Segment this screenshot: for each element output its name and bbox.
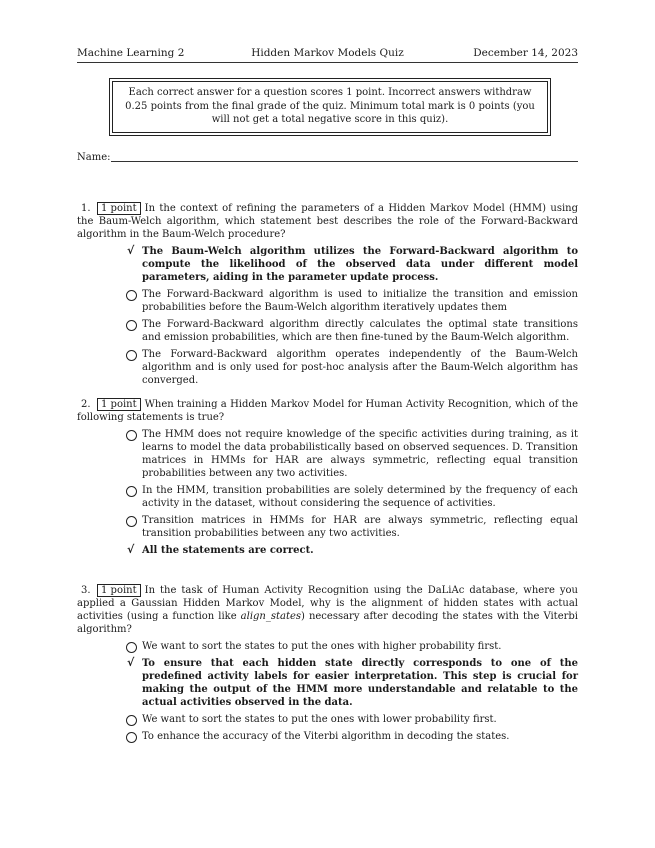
scoring-notice-box xyxy=(109,78,551,136)
question-text: When training a Hidden Markov Model for Human Activity Recognition, which of the following statements is true? xyxy=(77,399,578,423)
option-text: The Forward-Backward algorithm operates independently of the Baum-Welch algorithm and is only used for post-hoc analysis after the Baum-Welch algorithm has converged. xyxy=(142,349,578,386)
question-number: 2. xyxy=(81,399,91,410)
question-1 xyxy=(77,202,578,391)
question-2 xyxy=(77,398,578,561)
option-text: All the statements are correct. xyxy=(142,545,314,556)
options-list xyxy=(77,245,578,387)
radio-icon[interactable] xyxy=(126,429,138,441)
option-correct[interactable] xyxy=(127,656,578,709)
option[interactable] xyxy=(142,288,578,314)
radio-icon[interactable] xyxy=(126,731,138,743)
option[interactable] xyxy=(142,318,578,344)
checkmark-icon: √ xyxy=(127,656,135,669)
radio-icon[interactable] xyxy=(126,349,138,361)
radio-icon[interactable] xyxy=(126,289,138,301)
page-header xyxy=(77,47,578,61)
question-text-after: ) necessary after decoding the states with the Viterbi algorithm? xyxy=(77,611,578,635)
option[interactable] xyxy=(142,514,578,540)
question-number: 3. xyxy=(81,585,91,596)
option[interactable] xyxy=(142,348,578,387)
option-text: To enhance the accuracy of the Viterbi algorithm in decoding the states. xyxy=(142,731,510,742)
option-correct[interactable] xyxy=(127,244,578,284)
option-text: We want to sort the states to put the ones with higher probability first. xyxy=(142,641,502,652)
radio-icon[interactable] xyxy=(126,515,138,527)
radio-icon[interactable] xyxy=(126,714,138,726)
points-badge: 1 point xyxy=(97,202,141,215)
option-text: The HMM does not require knowledge of the specific activities during training, as it learns to model the data probabilistically based on observed sequences. D. Transition matrices in HMMs for HAR are always symmetric, reflecting equal transition probabilities between any two activities. xyxy=(142,429,578,479)
question-2-stem xyxy=(77,398,578,424)
options-list xyxy=(77,428,578,557)
radio-icon[interactable] xyxy=(126,319,138,331)
question-text-before: In the task of Human Activity Recognition using the DaLiAc database, where you applied a Gaussian Hidden Markov Model, why is the alignment of hidden states with actual activities (using a function like xyxy=(77,585,578,622)
option-text: The Forward-Backward algorithm is used to initialize the transition and emission probabilities before the Baum-Welch algorithm iteratively updates them xyxy=(142,289,578,313)
option-text: To ensure that each hidden state directly corresponds to one of the predefined activity labels for easier interpretation. This step is crucial for making the output of the HMM more understandable and relatable to the actual activities observed in the data. xyxy=(142,658,578,708)
question-number: 1. xyxy=(81,203,91,214)
function-name: align_states xyxy=(240,611,302,622)
checkmark-icon: √ xyxy=(127,543,135,556)
option[interactable] xyxy=(142,640,578,653)
option[interactable] xyxy=(142,484,578,510)
header-rule xyxy=(77,62,578,63)
option-text: We want to sort the states to put the ones with lower probability first. xyxy=(142,714,497,725)
option[interactable] xyxy=(142,713,578,726)
scoring-notice-text: Each correct answer for a question scores 1 point. Incorrect answers withdraw 0.25 points from the final grade of the quiz. Minimum total mark is 0 points (you will not get a total negative score in this quiz). xyxy=(112,81,548,133)
quiz-date: December 14, 2023 xyxy=(473,47,578,59)
option-correct[interactable] xyxy=(127,543,578,557)
options-list xyxy=(77,640,578,743)
checkmark-icon: √ xyxy=(127,244,135,257)
option-text: The Forward-Backward algorithm directly calculates the optimal state transitions and emission probabilities, which are then fine-tuned by the Baum-Welch algorithm. xyxy=(142,319,578,343)
course-name: Machine Learning 2 xyxy=(77,47,185,59)
option[interactable] xyxy=(142,730,578,743)
radio-icon[interactable] xyxy=(126,485,138,497)
question-text: In the context of refining the parameters of a Hidden Markov Model (HMM) using the Baum-Welch algorithm, which statement best describes the role of the Forward-Backward algorithm in the Baum-Welch procedure? xyxy=(77,203,578,240)
name-field-row xyxy=(77,152,578,164)
option-text: In the HMM, transition probabilities are solely determined by the frequency of each activity in the dataset, without considering the sequence of activities. xyxy=(142,485,578,509)
points-badge: 1 point xyxy=(97,584,141,597)
option-text: The Baum-Welch algorithm utilizes the Forward-Backward algorithm to compute the likelihood of the observed data under different model parameters, aiding in the parameter update process. xyxy=(142,246,578,283)
question-1-stem xyxy=(77,202,578,241)
question-3-stem xyxy=(77,584,578,636)
option[interactable] xyxy=(142,428,578,480)
name-label: Name: xyxy=(77,152,111,163)
points-badge: 1 point xyxy=(97,398,141,411)
quiz-title: Hidden Markov Models Quiz xyxy=(251,47,404,59)
name-line[interactable] xyxy=(111,161,578,162)
option-text: Transition matrices in HMMs for HAR are always symmetric, reflecting equal transition probabilities between any two activities. xyxy=(142,515,578,539)
radio-icon[interactable] xyxy=(126,641,138,653)
question-3 xyxy=(77,584,578,747)
